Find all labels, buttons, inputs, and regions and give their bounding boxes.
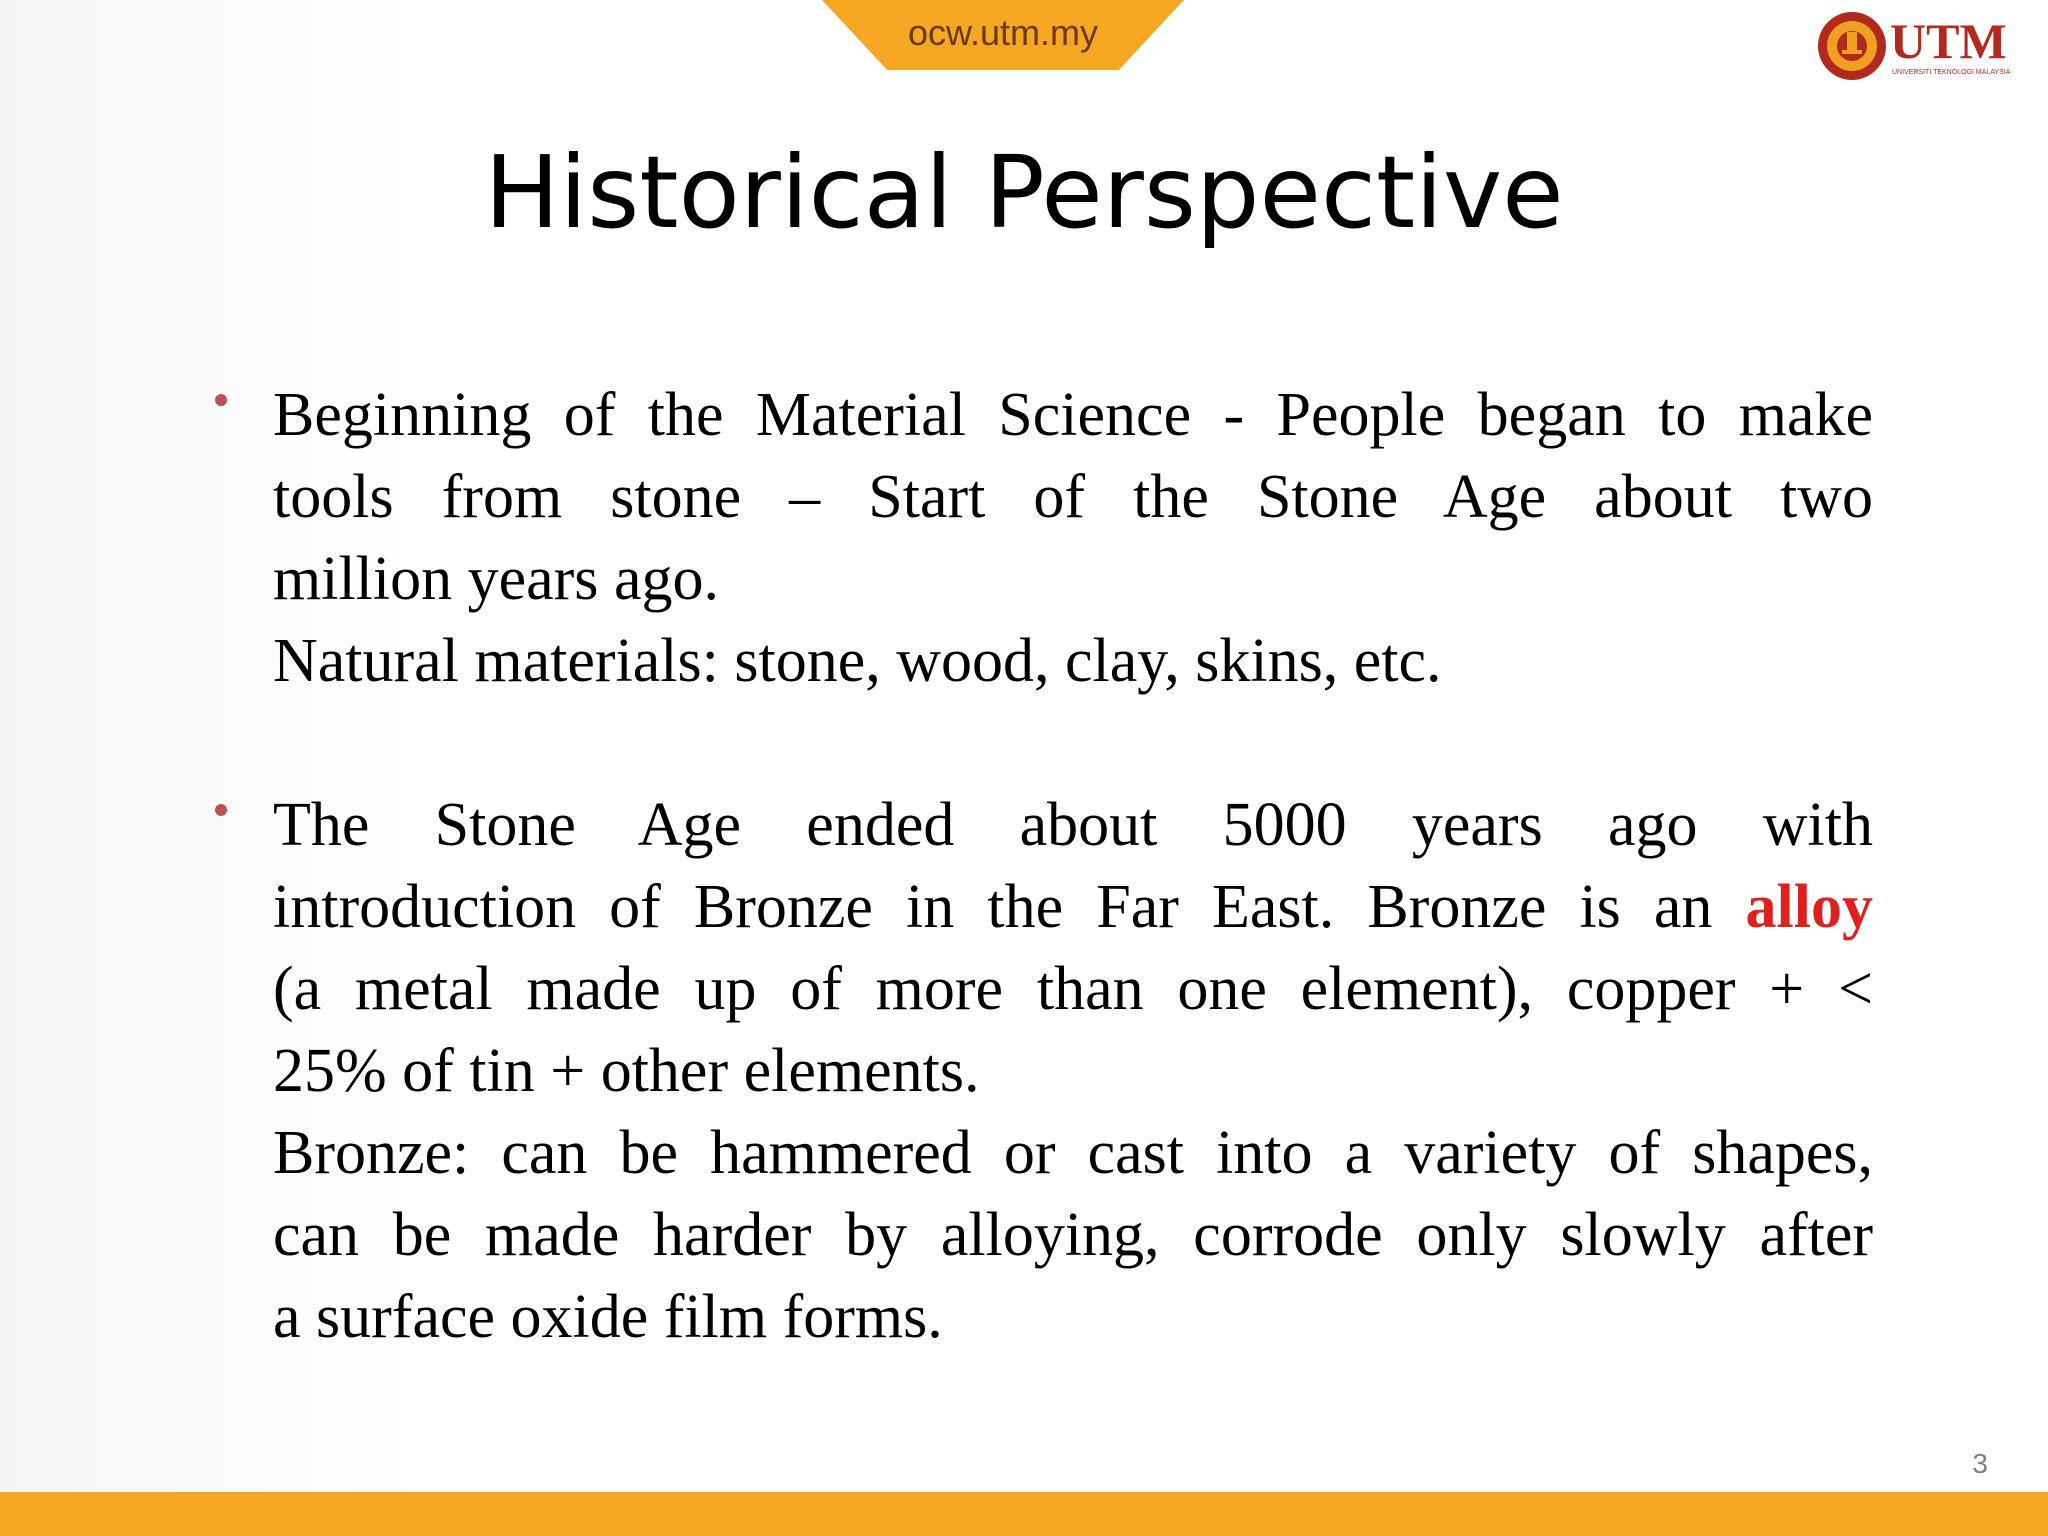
logo-text: UTM (1890, 13, 2007, 69)
paragraph-line: The Stone Age ended about 5000 years ago with (273, 791, 1873, 859)
paragraph-line (273, 866, 1873, 948)
paragraph-line: Bronze: can be hammered or cast into a variety of shapes, (273, 1119, 1873, 1187)
paragraph-line: (a metal made up of more than one element), copper + < (273, 955, 1873, 1023)
paragraph-line: can be made harder by alloying, corrode only slowly after (273, 1201, 1873, 1269)
paragraph-line: Beginning of the Material Science - People began to make (273, 381, 1873, 449)
footer-bar (0, 1492, 2048, 1536)
line-text: introduction of Bronze in the Far East. Bronze is an (273, 873, 1746, 941)
highlighted-term: alloy (1745, 873, 1873, 941)
bullet-list (273, 374, 1873, 1440)
paragraph-line: 25% of tin + other elements. (273, 1037, 980, 1105)
site-url[interactable]: ocw.utm.my (907, 12, 1099, 53)
page-number: 3 (1972, 1448, 1988, 1479)
paragraph-line: million years ago. (273, 545, 719, 613)
bullet-paragraph (273, 784, 1873, 1358)
paragraph-line: a surface oxide film forms. (273, 1283, 943, 1351)
logo-subtitle: UNIVERSITI TEKNOLOGI MALAYSIA (1892, 69, 2011, 76)
bullet-item (273, 374, 1873, 702)
bullet-dot-icon (215, 394, 227, 406)
slide-title: Historical Perspective (484, 134, 1564, 251)
utm-logo (1816, 8, 2036, 84)
paragraph-line: Natural materials: stone, wood, clay, skins, etc. (273, 627, 1442, 695)
crest-icon (1818, 12, 1886, 80)
bullet-dot-icon (215, 804, 227, 816)
bullet-paragraph (273, 374, 1873, 702)
bullet-item (273, 784, 1873, 1358)
paragraph-line: tools from stone – Start of the Stone Age about two (273, 463, 1873, 531)
